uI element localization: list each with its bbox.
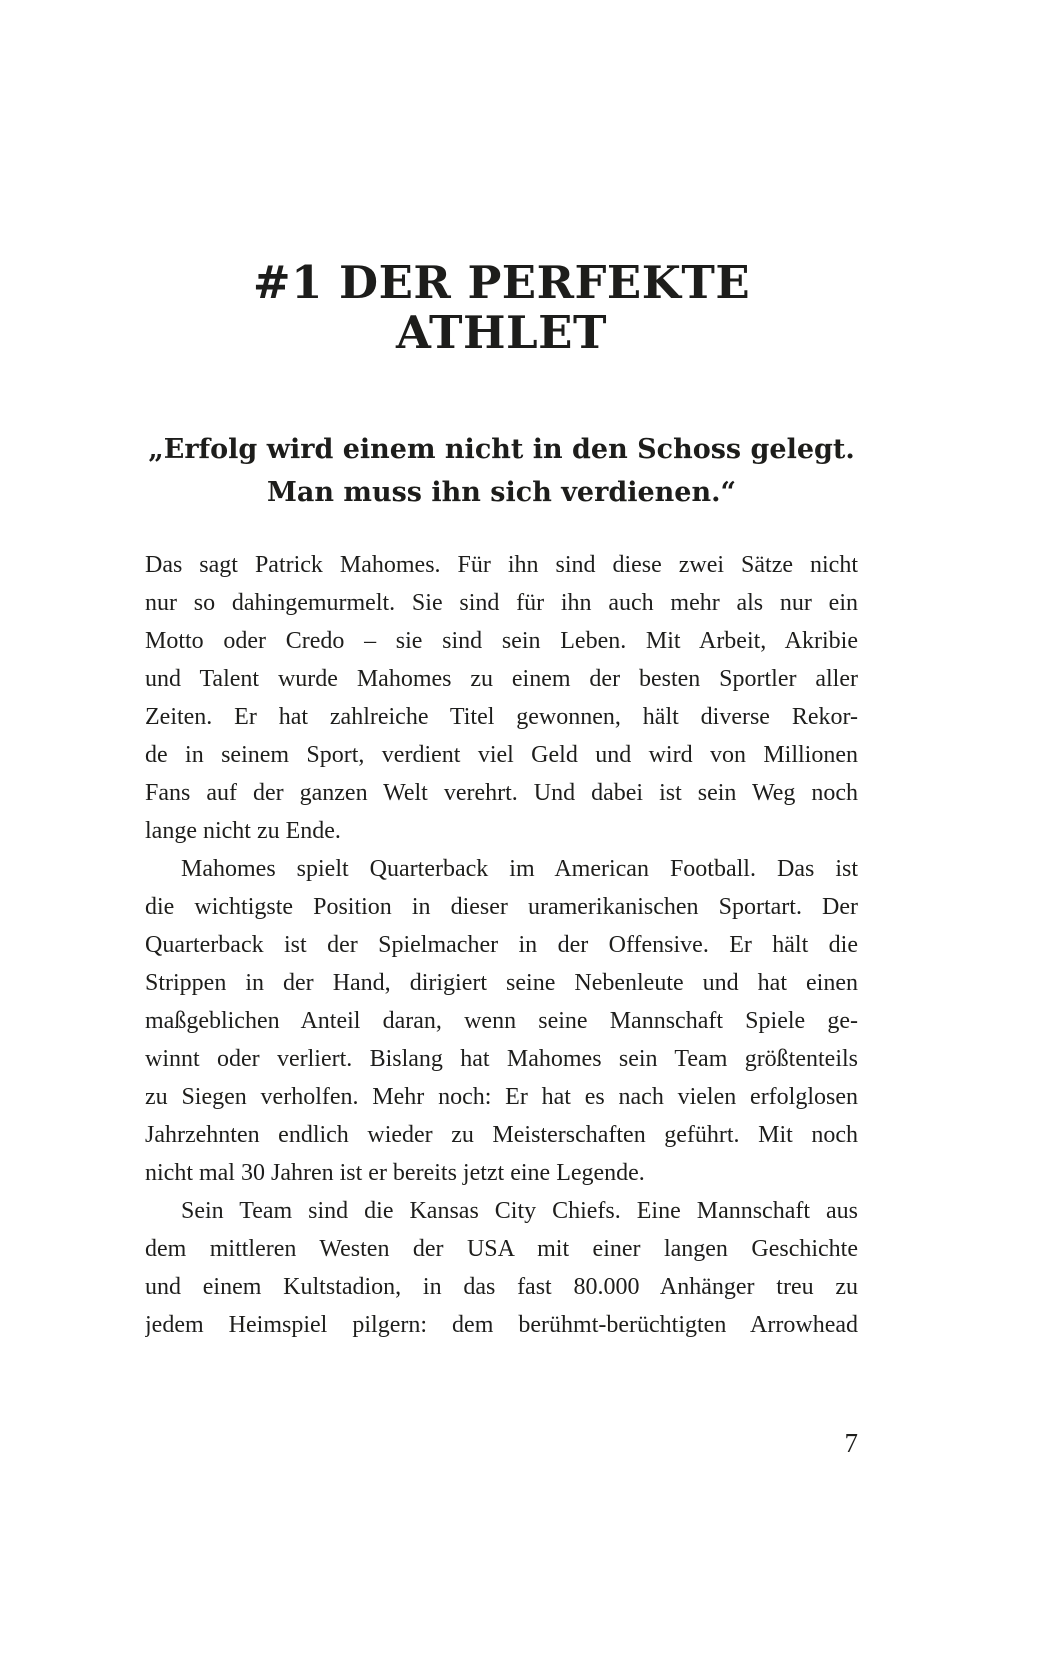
body-line: und Talent wurde Mahomes zu einem der besten Sportler aller [145, 666, 858, 692]
chapter-title: #1 DER PERFEKTE ATHLET [252, 256, 751, 359]
body-line: Motto oder Credo – sie sind sein Leben. Mit Arbeit, Akribie [145, 628, 858, 654]
paragraph [145, 850, 858, 1192]
body-line: maßgeblichen Anteil daran, wenn seine Mannschaft Spiele ge- [145, 1008, 858, 1034]
body-line: Zeiten. Er hat zahlreiche Titel gewonnen, hält diverse Rekor- [145, 704, 858, 730]
body-line: und einem Kultstadion, in das fast 80.000 Anhänger treu zu [145, 1274, 858, 1300]
quote-line-1: „Erfolg wird einem nicht in den Schoss gelegt. [148, 434, 855, 465]
body-line: Quarterback ist der Spielmacher in der Offensive. Er hält die [145, 932, 858, 958]
quote-line-2: Man muss ihn sich verdienen.“ [266, 477, 737, 508]
body-line: die wichtigste Position in dieser uramerikanischen Sportart. Der [145, 894, 858, 920]
body-line: lange nicht zu Ende. [145, 818, 341, 844]
body-line: nur so dahingemurmelt. Sie sind für ihn auch mehr als nur ein [145, 590, 858, 616]
paragraph [145, 546, 858, 850]
body-line: Mahomes spielt Quarterback im American Football. Das ist [181, 856, 858, 882]
body-line: de in seinem Sport, verdient viel Geld und wird von Millionen [145, 742, 858, 768]
body-line: Das sagt Patrick Mahomes. Für ihn sind diese zwei Sätze nicht [145, 552, 858, 578]
body-line: zu Siegen verholfen. Mehr noch: Er hat es nach vielen erfolglosen [145, 1084, 858, 1110]
body-line: winnt oder verliert. Bislang hat Mahomes sein Team größtenteils [145, 1046, 858, 1072]
body-text [145, 546, 858, 1344]
body-line: jedem Heimspiel pilgern: dem berühmt-berüchtigten Arrowhead [145, 1312, 858, 1338]
body-line: nicht mal 30 Jahren ist er bereits jetzt eine Legende. [145, 1160, 645, 1186]
body-line: Strippen in der Hand, dirigiert seine Nebenleute und hat einen [145, 970, 858, 996]
page-number: 7 [844, 1428, 858, 1458]
paragraph [145, 1192, 858, 1344]
body-line: Fans auf der ganzen Welt verehrt. Und dabei ist sein Weg noch [145, 780, 858, 806]
chapter-quote [145, 428, 858, 514]
body-line: Sein Team sind die Kansas City Chiefs. Eine Mannschaft aus [181, 1198, 858, 1224]
body-line: dem mittleren Westen der USA mit einer langen Geschichte [145, 1236, 858, 1262]
body-line: Jahrzehnten endlich wieder zu Meisterschaften geführt. Mit noch [145, 1122, 858, 1148]
